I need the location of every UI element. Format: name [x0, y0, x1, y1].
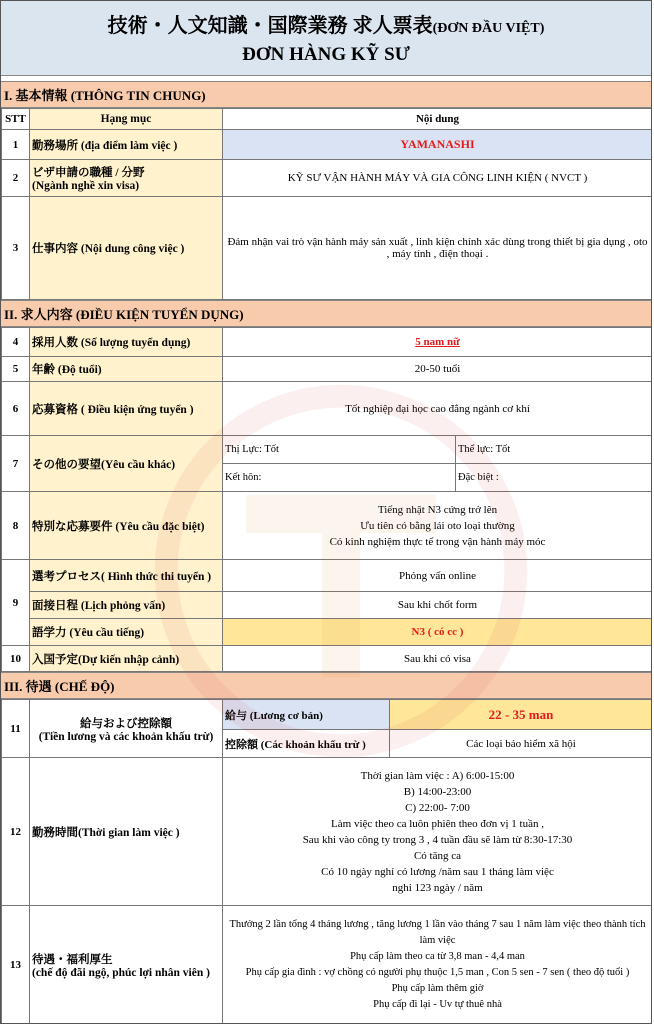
row-label-jp: ビザ申請の職種 / 分野 — [32, 167, 145, 179]
benefit-line: Phụ cấp gia đình : vợ chồng có người phụ thuộc 1,5 man , Con 5 sen - 7 sen ( theo độ tuổi ) — [245, 966, 630, 978]
work-location-value: YAMANASHI — [223, 130, 653, 160]
title-vietnamese: ĐƠN HÀNG KỸ SƯ — [242, 44, 410, 65]
row-label: 面接日程 (Lịch phỏng vấn) — [30, 592, 223, 619]
row-label-vn: (chế độ đãi ngộ, phúc lợi nhân viên ) — [32, 966, 210, 979]
table-row — [2, 560, 653, 592]
title-suffix: (ĐƠN ĐẦU VIỆT) — [432, 21, 545, 36]
row-number: 1 — [2, 130, 30, 160]
hours-line: Có tăng ca — [413, 849, 462, 862]
row-number: 2 — [2, 160, 30, 197]
row-label: 年齢 (Độ tuổi) — [30, 357, 223, 382]
eyesight-value: Thị Lực: Tốt — [223, 436, 456, 464]
salary-label: 給与 (Lương cơ bản) — [223, 700, 390, 730]
hours-line: nghỉ 123 ngày / năm — [392, 881, 483, 894]
header-content: Nội dung — [223, 109, 653, 130]
title-japanese: 技術・人文知識・国際業務 求人票表 — [107, 15, 433, 37]
row-label: 応募資格 ( Điều kiện ứng tuyển ) — [30, 382, 223, 436]
row-number: 5 — [2, 357, 30, 382]
hours-line: B) 14:00-23:00 — [403, 785, 472, 798]
table-row — [2, 758, 653, 906]
job-description-value: Đảm nhận vai trò vận hành máy sản xuất , linh kiện chính xác dùng trong thiết bị gia dụng , oto , máy tính , điện thoại . — [223, 197, 653, 300]
table-row — [2, 492, 653, 560]
row-number: 13 — [2, 906, 30, 1024]
section-general-info: I. 基本情報 (THÔNG TIN CHUNG) — [1, 81, 651, 108]
row-label: 語学力 (Yêu cầu tiếng) — [30, 619, 223, 646]
benefits-table — [1, 699, 652, 1024]
table-row — [2, 382, 653, 436]
hours-line: Sau khi vào công ty trong 3 , 4 tuần đầu sẽ làm từ 8:30-17:30 — [302, 833, 573, 846]
row-label: 仕事内容 (Nội dung công việc ) — [30, 197, 223, 300]
benefit-line: Thưởng 2 lần tổng 4 tháng lương , tăng lương 1 lần vào tháng 7 sau 1 năm làm việc theo thành tích làm việc — [229, 918, 646, 946]
benefit-line: Phụ cấp đi lại - Uv tự thuê nhà — [373, 998, 502, 1010]
row-label-vn: (Ngành nghề xin visa) — [32, 180, 140, 192]
row-number: 9 — [2, 560, 30, 646]
hours-line: Thời gian làm việc : A) 6:00-15:00 — [360, 769, 515, 782]
row-label: その他の要望(Yêu cầu khác) — [30, 436, 223, 492]
hours-line: C) 22:00- 7:00 — [405, 801, 470, 814]
table-row — [2, 646, 653, 672]
general-info-table — [1, 108, 652, 300]
interview-schedule-value: Sau khi chốt form — [223, 592, 653, 619]
row-number: 4 — [2, 328, 30, 357]
special-requirements — [223, 492, 653, 560]
row-number: 10 — [2, 646, 30, 672]
row-label — [30, 160, 223, 197]
salary-value: 22 - 35 man — [390, 700, 653, 730]
deduction-label: 控除額 (Các khoản khấu trừ ) — [223, 730, 390, 758]
row-label: 特別な応募要件 (Yêu cầu đặc biệt) — [30, 492, 223, 560]
row-label: 採用人数 (Số lượng tuyển dụng) — [30, 328, 223, 357]
visa-category-value: KỸ SƯ VẬN HÀNH MÁY VÀ GIA CÔNG LINH KIỆN ( NVCT ) — [223, 160, 653, 197]
row-label: 選考プロセス( Hình thức thi tuyển ) — [30, 560, 223, 592]
table-row — [2, 357, 653, 382]
table-row — [2, 130, 653, 160]
qualification-value: Tốt nghiệp đại học cao đẳng ngành cơ khí — [223, 382, 653, 436]
row-number: 7 — [2, 436, 30, 492]
row-label — [30, 906, 223, 1024]
row-number: 6 — [2, 382, 30, 436]
row-number: 11 — [2, 700, 30, 758]
headcount-value: 5 nam nữ — [223, 328, 653, 357]
table-row — [2, 700, 653, 730]
document-title — [1, 1, 651, 76]
row-label: 勤務場所 (địa điểm làm việc ) — [30, 130, 223, 160]
row-label: 勤務時間(Thời gian làm việc ) — [30, 758, 223, 906]
row-label: 入国予定(Dự kiến nhập cảnh) — [30, 646, 223, 672]
entry-schedule-value: Sau khi có visa — [223, 646, 653, 672]
requirement-line: Ưu tiên có bằng lái oto loại thường — [360, 519, 515, 532]
benefit-line: Phụ cấp làm thêm giờ — [391, 982, 484, 994]
special-value: Đặc biệt : — [456, 464, 653, 492]
requirement-line: Có kinh nghiệm thực tế trong vận hành máy móc — [329, 535, 546, 548]
row-label — [30, 700, 223, 758]
language-value: N3 ( có cc ) — [223, 619, 653, 646]
section-benefits: III. 待遇 (CHẾ ĐỘ) — [1, 672, 651, 699]
row-number: 3 — [2, 197, 30, 300]
row-label-jp: 待遇・福利厚生 — [32, 953, 113, 966]
deduction-value: Các loại bảo hiểm xã hội — [390, 730, 653, 758]
marital-value: Kết hôn: — [223, 464, 456, 492]
table-row — [2, 906, 653, 1024]
section-recruitment-conditions: II. 求人内容 (ĐIỀU KIỆN TUYỂN DỤNG) — [1, 300, 651, 327]
recruitment-table — [1, 327, 652, 672]
header-item: Hạng mục — [30, 109, 223, 130]
hours-line: Có 10 ngày nghỉ có lương /năm sau 1 tháng làm việc — [321, 865, 554, 878]
working-hours — [223, 758, 653, 906]
benefits-content — [223, 906, 653, 1024]
row-number: 8 — [2, 492, 30, 560]
benefit-line: Phụ cấp làm theo ca từ 3,8 man - 4,4 man — [350, 950, 525, 962]
table-row — [2, 160, 653, 197]
table-row — [2, 436, 653, 464]
hours-line: Làm việc theo ca luôn phiên theo đơn vị 1 tuần , — [331, 817, 544, 830]
physical-value: Thể lực: Tốt — [456, 436, 653, 464]
table-row — [2, 619, 653, 646]
table-header — [2, 109, 653, 130]
row-number: 12 — [2, 758, 30, 906]
table-row — [2, 197, 653, 300]
table-row — [2, 592, 653, 619]
selection-process-value: Phỏng vấn online — [223, 560, 653, 592]
row-label-jp: 給与および控除額 — [80, 717, 172, 730]
table-row — [2, 328, 653, 357]
age-value: 20-50 tuổi — [223, 357, 653, 382]
row-label-vn: (Tiền lương và các khoản khấu trừ) — [38, 730, 214, 743]
requirement-line: Tiếng nhật N3 cứng trở lên — [377, 503, 498, 516]
header-stt: STT — [2, 109, 30, 130]
